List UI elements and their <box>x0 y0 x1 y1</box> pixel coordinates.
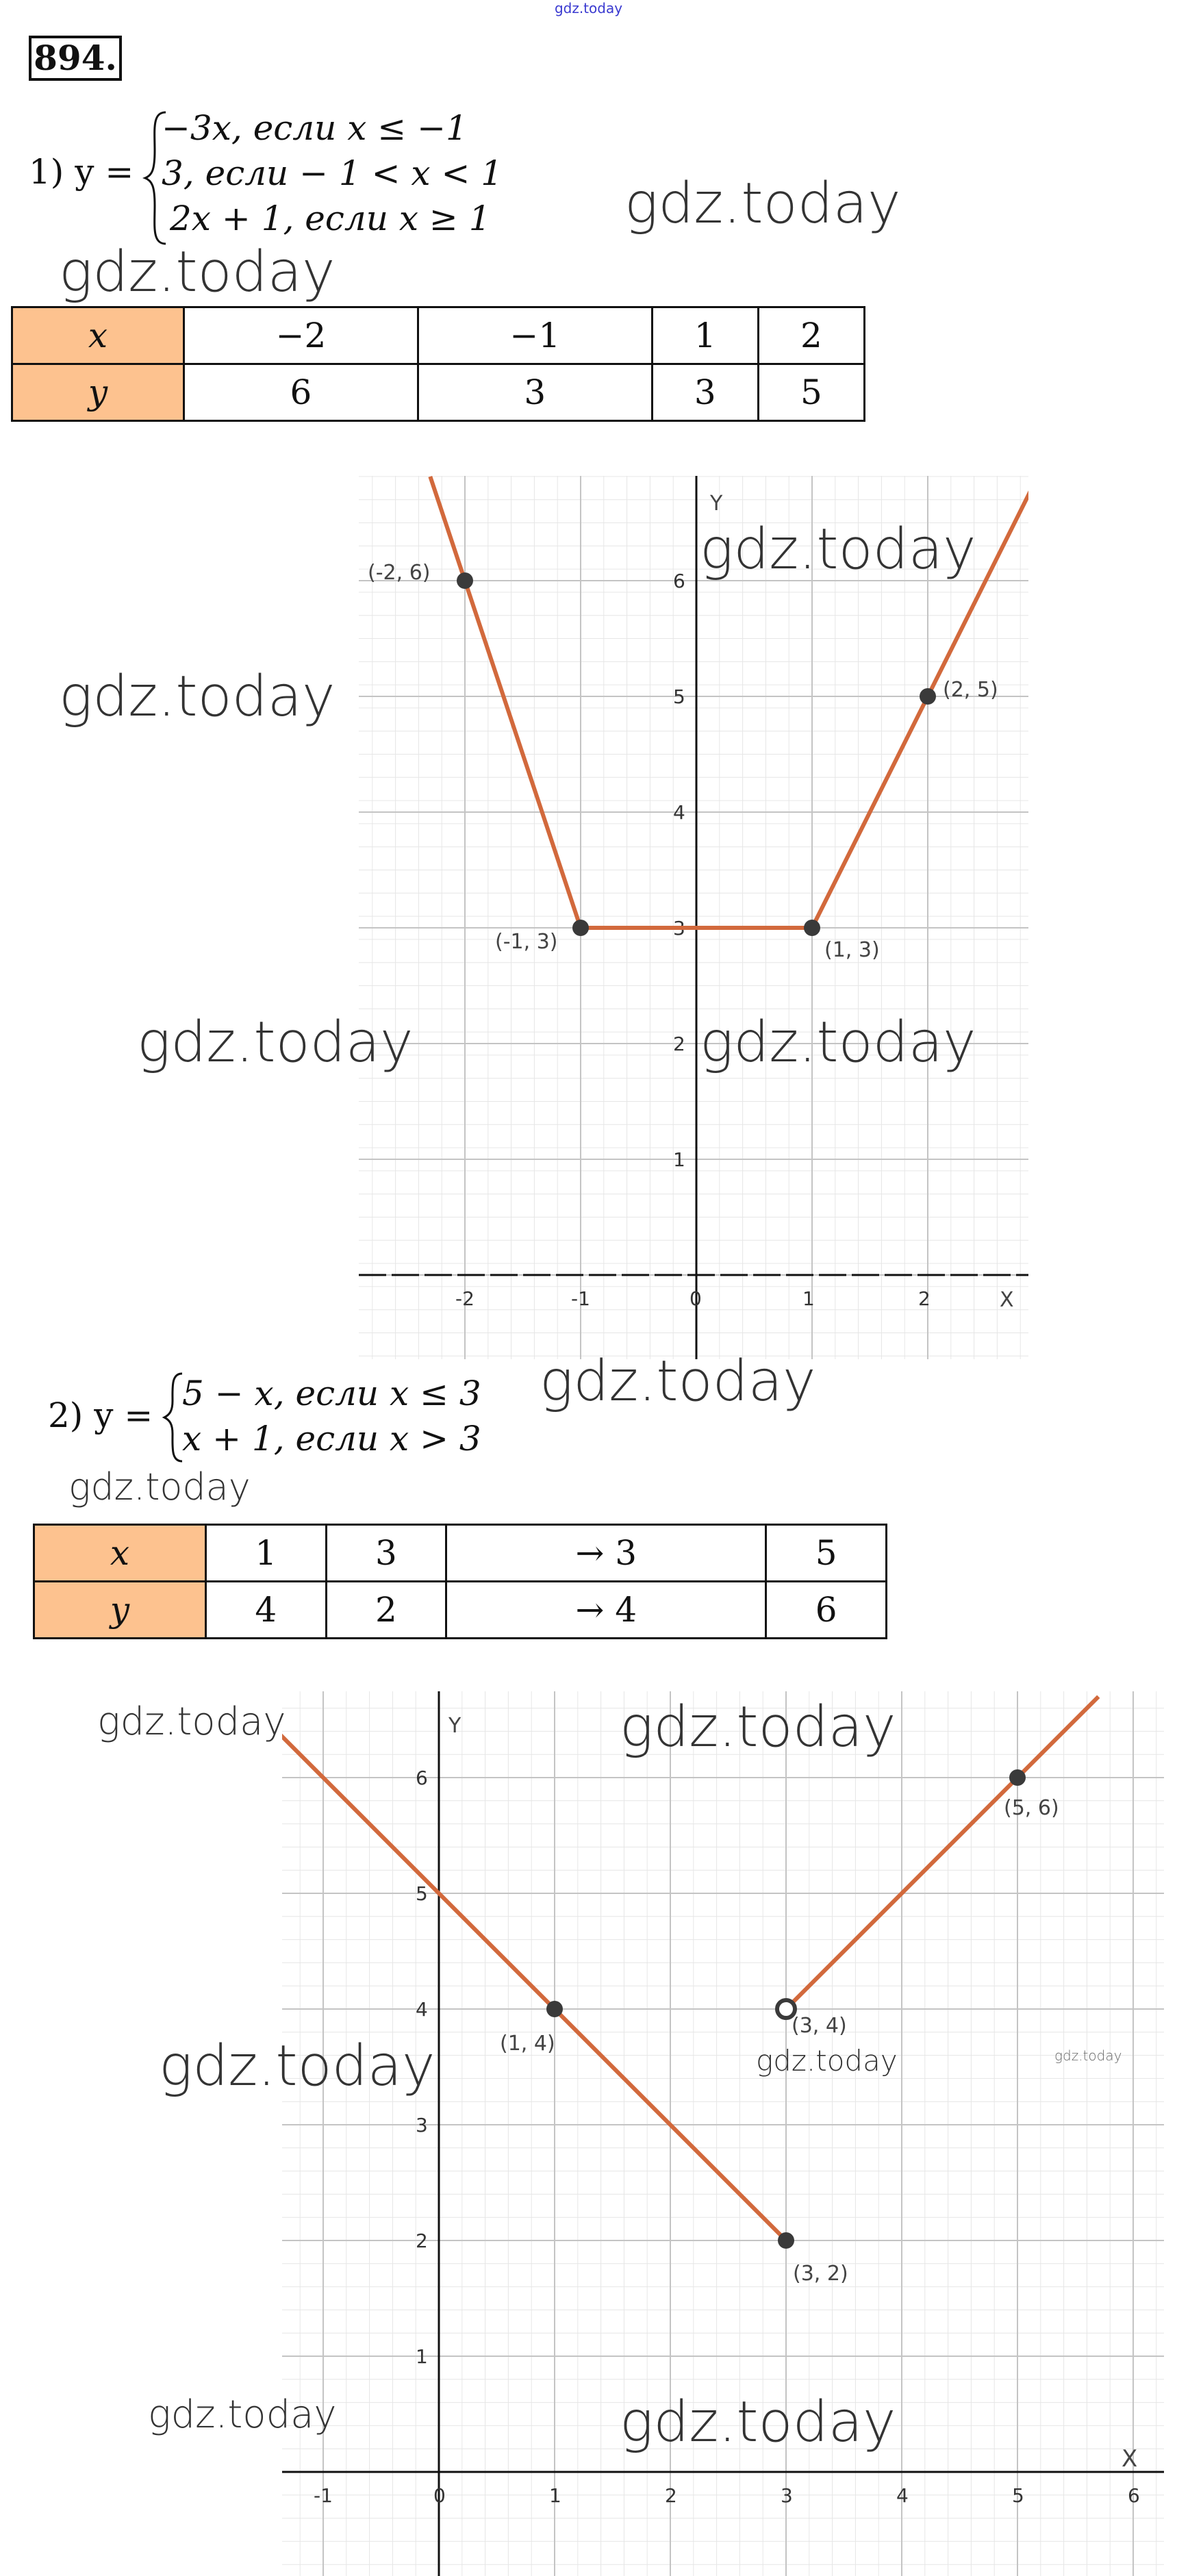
data-point <box>778 2232 794 2249</box>
x-tick-label: 0 <box>689 1287 702 1310</box>
x-tick-label: -1 <box>571 1287 590 1310</box>
point-label: (-1, 3) <box>495 930 558 954</box>
y-axis-label: Y <box>710 492 723 516</box>
x-tick-label: 2 <box>665 2484 677 2507</box>
watermark: gdz.today <box>59 664 336 729</box>
data-point <box>572 920 589 936</box>
watermark: gdz.today <box>756 2044 898 2078</box>
table-cell: 1 <box>206 1525 327 1582</box>
part2-value-table <box>33 1524 887 1639</box>
x-tick-label: -2 <box>455 1287 474 1310</box>
table-cell: 6 <box>184 364 418 421</box>
point-label: (1, 4) <box>500 2032 555 2056</box>
part1-case-3: 2x + 1, если x ≥ 1 <box>170 199 491 238</box>
watermark: gdz.today <box>137 1010 414 1075</box>
watermark: gdz.today <box>700 1010 976 1075</box>
point-label: (5, 6) <box>1004 1796 1059 1820</box>
table-cell: → 4 <box>446 1582 766 1639</box>
data-point <box>804 920 820 936</box>
part1-case-2: 3, если − 1 < x < 1 <box>162 153 503 193</box>
part1-case-1: −3x, если x ≤ −1 <box>162 108 468 148</box>
y-tick-label: 5 <box>673 685 685 708</box>
table-cell: 2 <box>758 307 864 364</box>
x-tick-label: 0 <box>433 2484 446 2507</box>
x-tick-label: 5 <box>1012 2484 1024 2507</box>
y-tick-label: 4 <box>416 1998 428 2021</box>
part2-case-2: x + 1, если x > 3 <box>182 1419 481 1459</box>
table-row-y <box>34 1582 887 1639</box>
y-tick-label: 6 <box>673 570 685 592</box>
table-cell: 5 <box>758 364 864 421</box>
table-row-x <box>34 1525 887 1582</box>
point-label: (-2, 6) <box>368 561 431 585</box>
table-header-x: x <box>12 307 184 364</box>
table-cell: 3 <box>418 364 652 421</box>
y-tick-label: 4 <box>673 801 685 824</box>
data-point <box>920 688 936 705</box>
table-cell: 3 <box>652 364 758 421</box>
table-cell: → 3 <box>446 1525 766 1582</box>
top-watermark: gdz.today <box>554 0 623 16</box>
part1-label: 1) y = <box>29 152 134 192</box>
point-label: (3, 4) <box>792 2014 847 2038</box>
data-point <box>1009 1769 1026 1786</box>
point-label: (3, 2) <box>793 2262 848 2286</box>
table-cell: −1 <box>418 307 652 364</box>
table-cell: 2 <box>326 1582 446 1639</box>
watermark: gdz.today <box>97 1700 286 1744</box>
watermark: gdz.today <box>59 240 336 305</box>
y-tick-label: 2 <box>673 1033 685 1055</box>
data-point <box>546 2001 563 2017</box>
x-axis-label: X <box>1122 2445 1138 2473</box>
table-header-y: y <box>34 1582 206 1639</box>
table-cell: −2 <box>184 307 418 364</box>
part2-label: 2) y = <box>48 1396 153 1435</box>
x-tick-label: 4 <box>896 2484 909 2507</box>
problem-number: 894. <box>29 36 122 81</box>
data-point <box>457 572 473 589</box>
part2-case-1: 5 − x, если x ≤ 3 <box>182 1374 481 1413</box>
y-tick-label: 6 <box>416 1767 428 1789</box>
y-tick-label: 3 <box>416 2114 428 2136</box>
watermark: gdz.today <box>620 2390 896 2455</box>
watermark: gdz.today <box>68 1465 251 1508</box>
table-cell: 4 <box>206 1582 327 1639</box>
table-header-x: x <box>34 1525 206 1582</box>
x-tick-label: -1 <box>314 2484 333 2507</box>
x-tick-label: 1 <box>802 1287 815 1310</box>
watermark: gdz.today <box>148 2392 337 2437</box>
y-axis-label: Y <box>448 1714 461 1738</box>
x-tick-label: 3 <box>781 2484 793 2507</box>
y-tick-label: 2 <box>416 2230 428 2252</box>
table-cell: 1 <box>652 307 758 364</box>
watermark: gdz.today <box>624 171 901 236</box>
y-tick-label: 1 <box>416 2345 428 2368</box>
point-label: (1, 3) <box>824 938 880 962</box>
y-tick-label: 1 <box>673 1148 685 1171</box>
x-tick-label: 6 <box>1128 2484 1140 2507</box>
point-label: (2, 5) <box>943 678 998 702</box>
x-tick-label: 2 <box>918 1287 931 1310</box>
x-axis-label: X <box>1000 1288 1014 1312</box>
y-tick-label: 3 <box>673 917 685 939</box>
table-cell: 5 <box>766 1525 887 1582</box>
watermark: gdz.today <box>540 1349 816 1414</box>
watermark: gdz.today <box>700 517 976 582</box>
table-cell: 6 <box>766 1582 887 1639</box>
x-tick-label: 1 <box>549 2484 561 2507</box>
table-header-y: y <box>12 364 184 421</box>
watermark: gdz.today <box>159 2034 435 2099</box>
y-tick-label: 5 <box>416 1882 428 1905</box>
table-cell: 3 <box>326 1525 446 1582</box>
watermark: gdz.today <box>1054 2047 1122 2064</box>
watermark: gdz.today <box>620 1695 896 1760</box>
